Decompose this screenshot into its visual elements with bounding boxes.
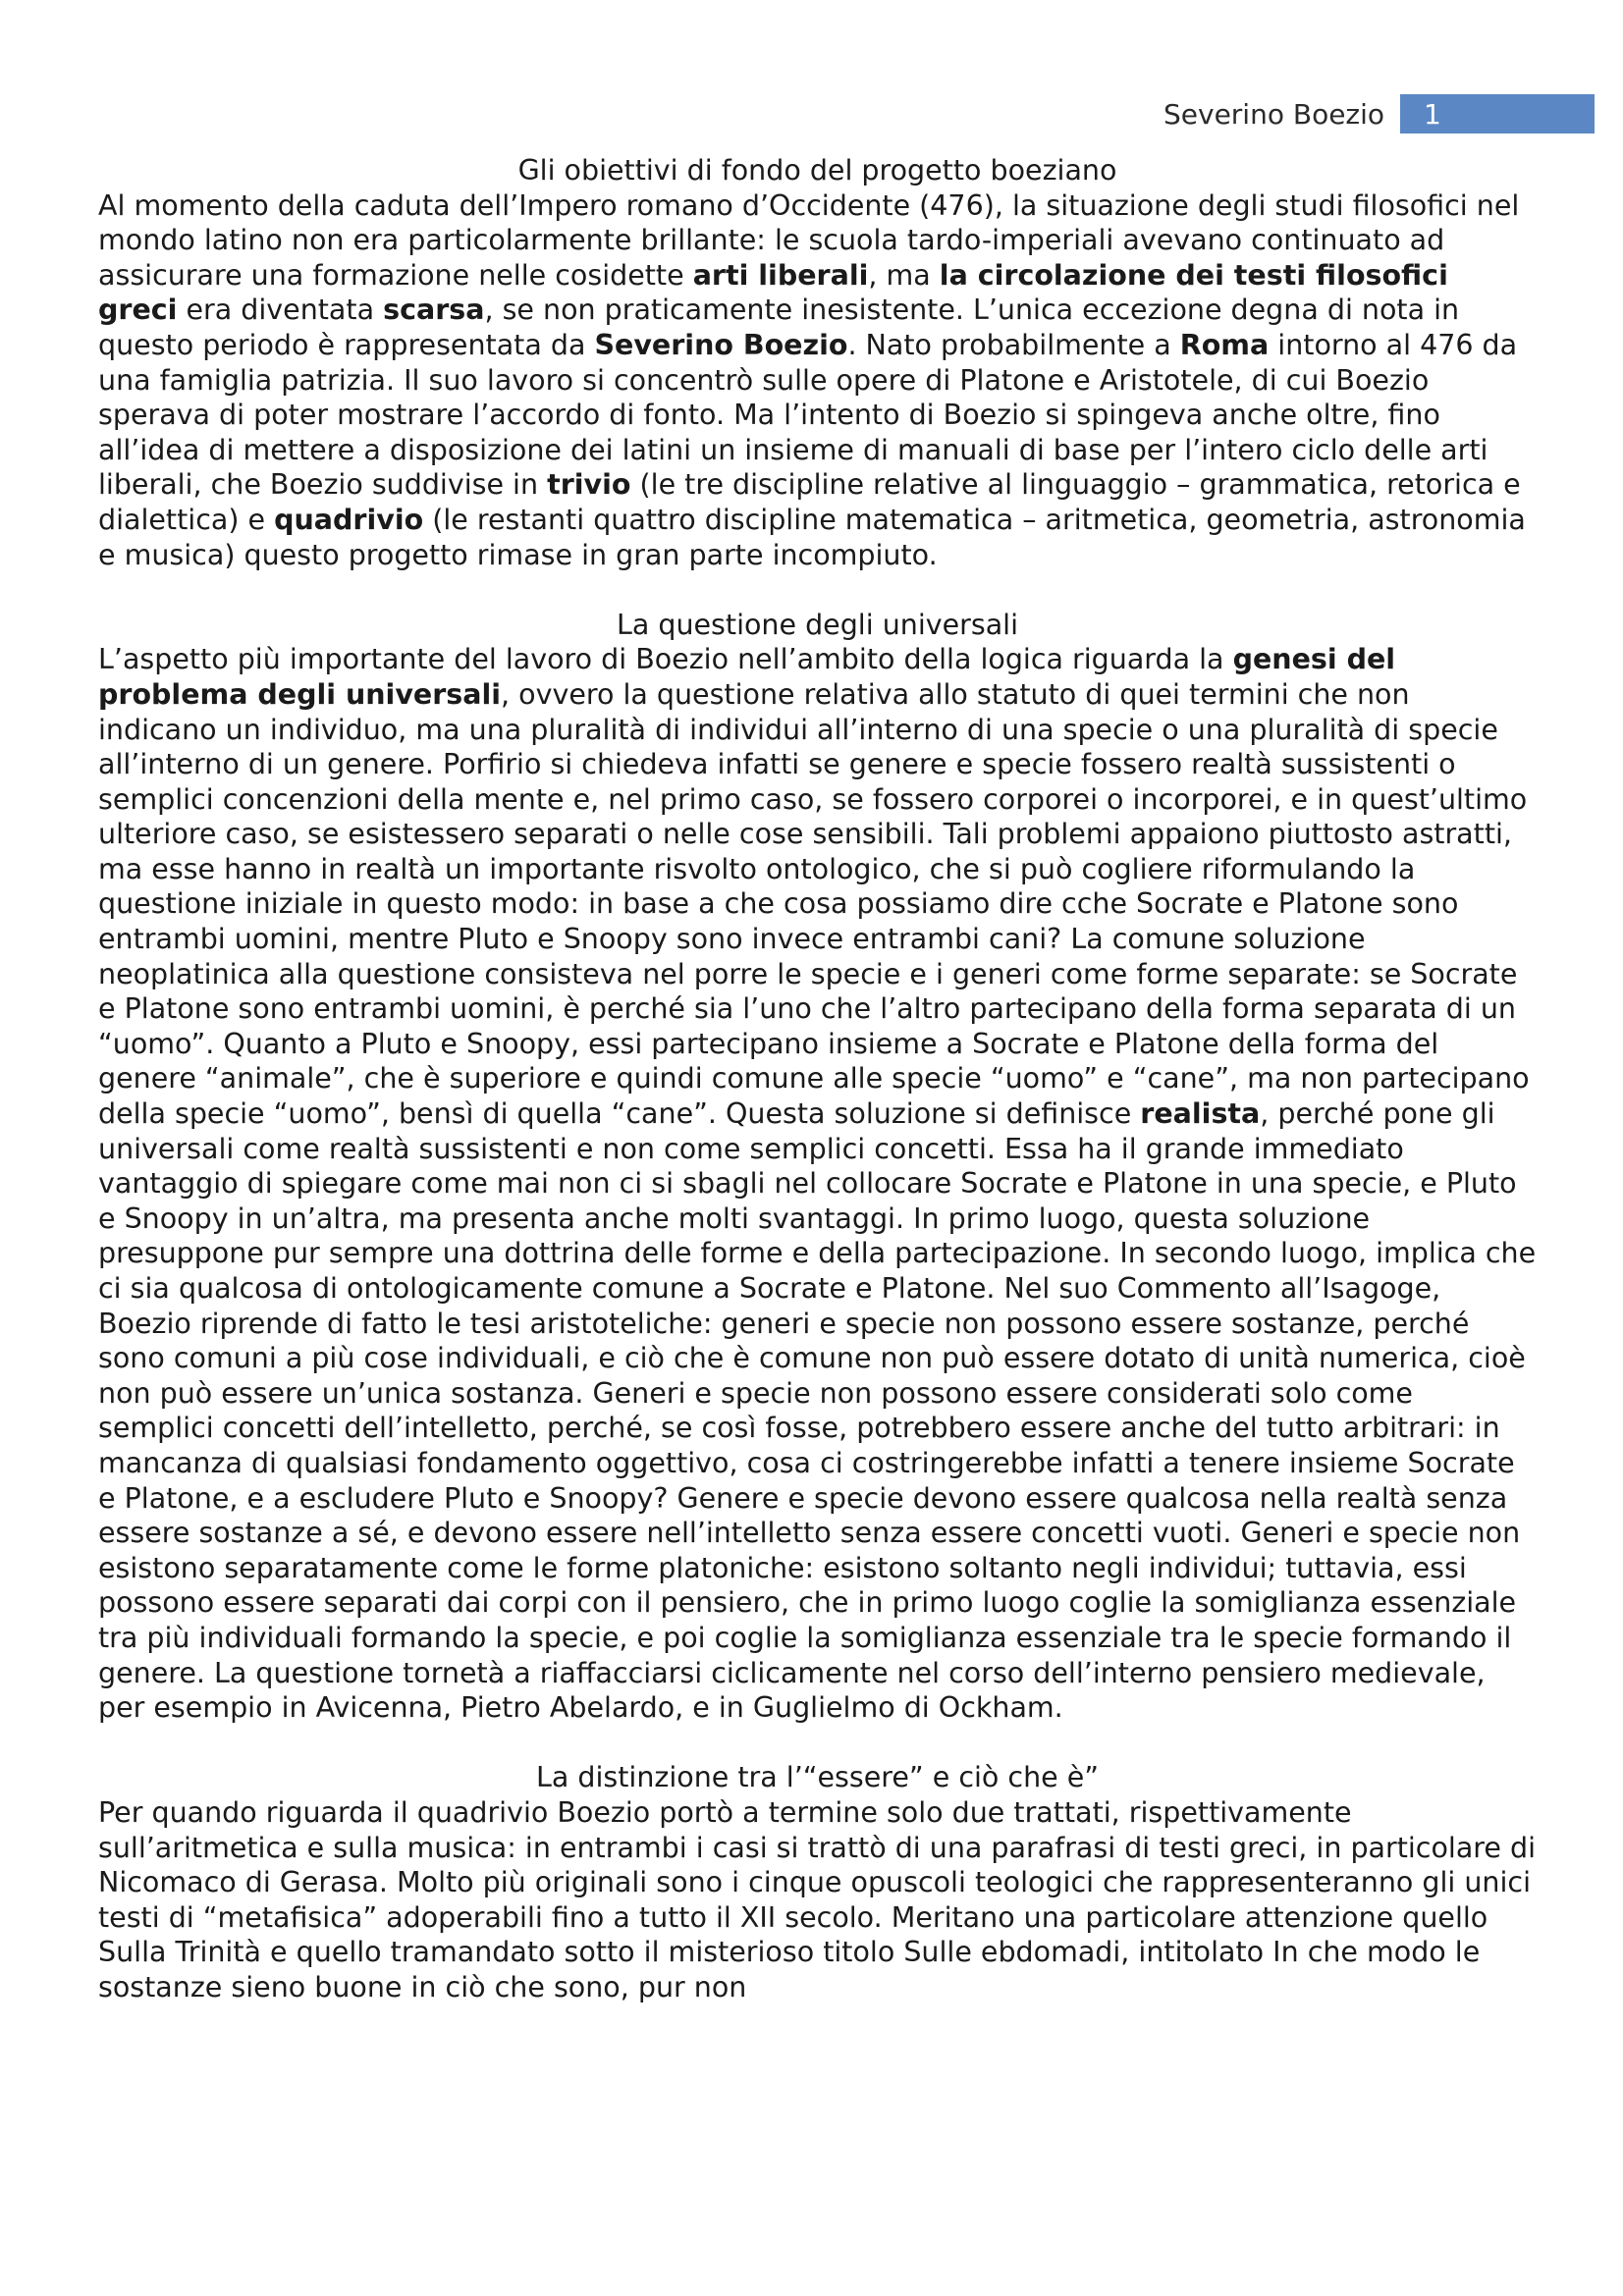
header-title: Severino Boezio — [1163, 97, 1385, 131]
text-run: , perché pone gli universali come realtà sussistenti e non come semplici concetti. Essa ha il grande immediato vantaggio di spiegare come mai non ci si sbagli nel collocare Socrate e Platone in una specie, e Pluto e Snoopy in un’altra, ma presenta anche molti svantaggi. In primo luogo, questa soluzione presuppone pur sempre una dottrina delle forme e della partecipazione. In secondo luogo, implica che ci sia qualcosa di ontologicamente comune a Socrate e Platone. Nel suo Commento all’Isagoge, Boezio riprende di fatto le tesi aristoteliche: generi e specie non possono essere sostanze, perché sono comuni a più cose individuali, e ciò che è comune non può essere dotato di unità numerica, cioè non può essere un’unica sostanza. Generi e specie non possono essere considerati solo come semplici concetti dell’intelletto, perché, se così fosse, potrebbero essere anche del tutto arbitrari: in mancanza di qualsiasi fondamento oggettivo, cosa ci costringerebbe infatti a tenere insieme Socrate e Platone, e a escludere Pluto e Snoopy? Genere e specie devono essere qualcosa nella realtà senza essere sostanze a sé, e devono essere nell’intelletto senza essere concetti vuoti. Generi e specie non esistono separatamente come le forme platoniche: esistono soltanto negli individui; tuttavia, essi possono essere separati dai corpi con il pensiero, che in primo luogo coglie la somiglianza essenziale tra più individuali formando la specie, e poi coglie la somiglianza essenziale tra le specie formando il genere. La questione tornetà a riaffacciarsi ciclicamente nel corso dell’interno pensiero medievale, per esempio in Avicenna, Pietro Abelardo, e in Guglielmo di Ockham. — [98, 1097, 1537, 1725]
text-run: (le restanti quattro discipline matematica – aritmetica, geometria, astronomia e musica) questo progetto rimase in gran parte incompiuto. — [98, 503, 1526, 571]
bold-term: trivio — [547, 468, 631, 502]
section-title: Gli obiettivi di fondo del progetto boeziano — [517, 154, 1117, 187]
bold-term: Roma — [1179, 328, 1270, 361]
paragraph-spacer — [98, 1726, 1537, 1761]
text-run: era diventata — [177, 294, 384, 327]
document-body — [98, 153, 1537, 2004]
page-header — [1163, 94, 1595, 133]
text-run: Al momento della caduta dell’Impero romano d’Occidente (476), la situazione degli studi filosofici nel mondo latino non era particolarmente brillante: le scuola tardo-imperiali avevano continuato ad assicurare una formazione nelle cosidette — [98, 188, 1520, 292]
bold-term: quadrivio — [274, 503, 424, 536]
paragraph-spacer — [98, 572, 1537, 608]
text-run: intorno al 476 da una famiglia patrizia. Il suo lavoro si concentrò sulle opere di Platone e Aristotele, di cui Boezio sperava di poter mostrare l’accordo di fonto. Ma l’intento di Boezio si spingeva anche oltre, fino all’idea di mettere a disposizione dei latini un insieme di manuali di base per l’intero ciclo delle arti liberali, che Boezio suddivise in — [98, 328, 1518, 502]
bold-term: Severino Boezio — [594, 328, 848, 361]
text-run: . Nato probabilmente a — [847, 328, 1180, 361]
bold-term: scarsa — [383, 294, 485, 327]
text-run: (le tre discipline relative al linguaggio – grammatica, retorica e dialettica) e — [98, 468, 1521, 536]
bold-term: realista — [1140, 1097, 1261, 1131]
bold-term: arti liberali — [692, 258, 869, 292]
text-run: , ovvero la questione relativa allo statuto di quei termini che non indicano un individuo, ma una pluralità di individui all’interno di una specie o una pluralità di specie all’interno di un genere. Porfirio si chiedeva infatti se genere e specie fossero realtà sussistenti o semplici concenzioni della mente e, nel primo caso, se fossero corporei o incorporei, e in quest’ultimo ulteriore caso, se esistessero separati o nelle cose sensibili. Tali problemi appaiono piuttosto astratti, ma esse hanno in realtà un importante risvolto ontologico, che si può cogliere riformulando la questione iniziale in questo modo: in base a che cosa possiamo dire cche Socrate e Platone sono entrambi uomini, mentre Pluto e Snoopy sono invece entrambi cani? La comune soluzione neoplatinica alla questione consisteva nel porre le specie e i generi come forme separate: se Socrate e Platone sono entrambi uomini, è perché sia l’uno che l’altro partecipano della forma separata di un “uomo”. Quanto a Pluto e Snoopy, essi partecipano insieme a Socrate e Platone della forma del genere “animale”, che è superiore e quindi comune alle specie “uomo” e “cane”, ma non partecipano della specie “uomo”, bensì di quella “cane”. Questa soluzione si definisce — [98, 677, 1530, 1131]
text-run: , se non praticamente inesistente. L’unica eccezione degna di nota in questo periodo è rappresentata da — [98, 294, 1460, 361]
page-number-badge — [1400, 94, 1595, 133]
bold-term: la circolazione dei testi filosofici greci — [98, 258, 1448, 327]
text-run: L’aspetto più importante del lavoro di Boezio nell’ambito della logica riguarda la — [98, 643, 1233, 676]
section-paragraph — [98, 188, 1537, 573]
bold-term: genesi del problema degli universali — [98, 643, 1396, 711]
text-run: , ma — [868, 258, 940, 292]
section-title: La distinzione tra l’“essere” e ciò che è” — [535, 1761, 1100, 1794]
text-run: Per quando riguarda il quadrivio Boezio portò a termine solo due trattati, rispettivamente sull’aritmetica e sulla musica: in entrambi i casi si trattò di una parafrasi di testi greci, in particolare di Nicomaco di Gerasa. Molto più originali sono i cinque opuscoli teologici che rappresenteranno gli unici testi di “metafisica” adoperabili fino a tutto il XII secolo. Meritano una particolare attenzione quello Sulla Trinità e quello tramandato sotto il misterioso titolo Sulle ebdomadi, intitolato In che modo le sostanze sieno buone in ciò che sono, pur non — [98, 1795, 1536, 2003]
page-number: 1 — [1424, 97, 1441, 131]
section-title: La questione degli universali — [616, 608, 1019, 641]
section-paragraph — [98, 1795, 1537, 2005]
section-paragraph — [98, 642, 1537, 1725]
